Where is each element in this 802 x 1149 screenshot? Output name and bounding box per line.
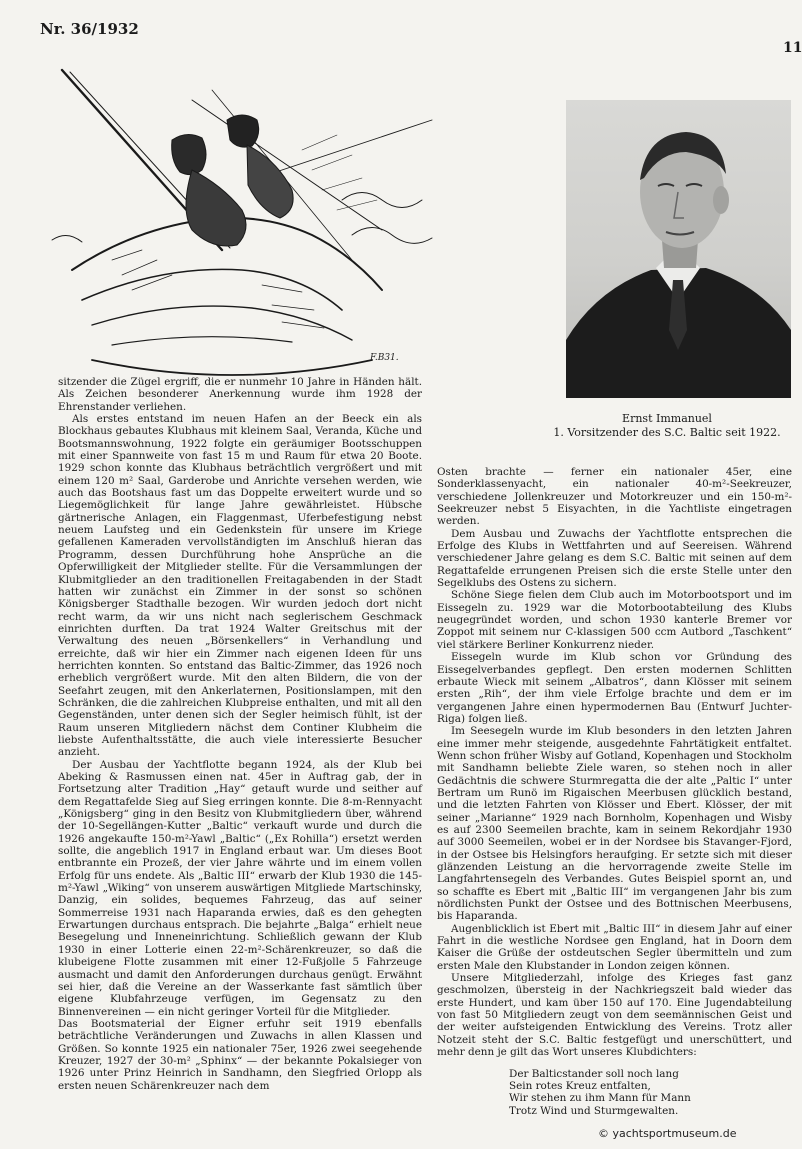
portrait-photo: [566, 100, 791, 398]
left-paragraph: sitzender die Zügel ergriff, die er nunmehr 10 Jahre in Händen hält. Als Zeichen besonderer Anerkennung wurde ihm 1928 der Ehrenstander verliehen.: [58, 376, 422, 413]
issue-number: Nr. 36/1932: [40, 20, 139, 38]
right-paragraph: Eissegeln wurde im Klub schon vor Gründung des Eissegelverbandes gepflegt. Den ersten modernen Schlitten erbaute Wieck mit seinem „Albatros“, dann Klösser mit seinem ersten „Rih“, der ihm viele Erfolge brachte und dem er im vergangenen Jahre einen hypermodernen Bau (Entwurf Juchter-Riga) folgen ließ.: [437, 651, 792, 725]
caption-name: Ernst Immanuel: [622, 412, 712, 425]
poem-line: Sein rotes Kreuz entfalten,: [509, 1079, 651, 1092]
right-paragraph: Unsere Mitgliederzahl, infolge des Krieges fast ganz geschmolzen, übersteig in der Nachkriegszeit bald wieder das erste Hundert, und kam über 150 auf 170. Eine Jugendabteilung von fast 50 Mitgliedern zeugt von dem seemännischen Geist und der weiter aufsteigenden Entwicklung des Vereins. Trotz aller Notzeit steht der S.C. Baltic festgefügt und unerschüttert, und mehr denn je gilt das Wort unseres Klubdichters:: [437, 972, 792, 1059]
club-poem: [437, 1068, 792, 1118]
right-column: [437, 466, 792, 1117]
copyright-watermark: © yachtsportmuseum.de: [598, 1127, 737, 1140]
right-paragraph: Osten brachte — ferner ein nationaler 45er, eine Sonderklassenyacht, ein nationaler 40-m²-Seekreuzer, verschiedene Jollenkreuzer und Motorkreuzer und ein 150-m²-Seekreuzer nebst 5 Eisyachten, in die Yachtliste eingetragen werden.: [437, 466, 792, 528]
artist-signature: F.B31.: [370, 353, 399, 363]
sailing-sketch-illustration: [52, 60, 442, 380]
caption-role: 1. Vorsitzender des S.C. Baltic seit 1922.: [553, 426, 781, 439]
page-number: 11: [783, 40, 802, 56]
right-paragraph: Schöne Siege fielen dem Club auch im Motorbootsport und im Eissegeln zu. 1929 war die Motorbootabteilung des Klubs neugegründet worden, und schon 1930 kanterle Bremer vor Zoppot mit seinem nur C-klassigen 500 ccm Autbord „Taschkent“ viel stärkere Berliner Konkurrenz nieder.: [437, 589, 792, 651]
right-paragraph: Dem Ausbau und Zuwachs der Yachtflotte entsprechen die Erfolge des Klubs in Wettfahrten und auf Seereisen. Während verschiedener Jahre gelang es dem S.C. Baltic mit seinen auf dem Regattafelde errungenen Preisen sich die erste Stelle unter den Segelklubs des Ostens zu sichern.: [437, 527, 792, 590]
right-paragraph: Augenblicklich ist Ebert mit „Baltic III“ in diesem Jahr auf einer Fahrt in die westliche Nordsee gen England, hat in Doorn dem Kaiser die Grüße der ostdeutschen Segler übermitteln und zum ersten Male den Klubstander in London zeigen können.: [437, 922, 792, 972]
poem-line: Wir stehen zu ihm Mann für Mann: [509, 1092, 691, 1105]
left-paragraph: Der Ausbau der Yachtflotte begann 1924, als der Klub bei Abeking & Rasmussen einen nat. 45er in Auftrag gab, der in Fortsetzung alter Tradition „Hay“ getauft wurde und seither auf dem Regattafelde Sieg auf Sieg erringen konnte. Die 8-m-Rennyacht „Königsberg“ ging in den Besitz von Klubmitgliedern über, während der 10-Segellängen-Kutter „Baltic“ verkauft wurde und durch die 1926 angekaufte 150-m²-Yawl „Baltic“ („Ex Rohilla“) ersetzt werden sollte, die angeblich 1917 in England erbaut war. Um dieses Boot entbrannte ein Prozeß, der vier Jahre währte und im einem vollen Erfolg für uns endete. Als „Baltic III“ erwarb der Klub 1930 die 145-m²-Yawl „Wiking“ von unserem auswärtigen Mitgliede Martschinsky, Danzig, ein solides, bequemes Fahrzeug, das auf seiner Sommerreise 1931 nach Haparanda erwies, daß es den gehegten Erwartungen durchaus entsprach. Die bejahrte „Balga“ erhielt neue Besegelung und Inneneinrichtung. Schließlich gewann der Klub 1930 in einer Lotterie einen 22-m²-Schärenkreuzer, so daß die klubeigene Flotte zusammen mit einer 12-Fußjolle 5 Fahrzeuge ausmacht und damit den Anforderungen durchaus genügt. Erwähnt sei hier, daß die Vereine an der Wasserkante fast sämtlich über eigene Klubfahrzeuge verfügen, im Gegensatz zu den Binnenvereinen — ein nicht geringer Vorteil für die Mitglieder.: [58, 758, 422, 1018]
poem-line: Trotz Wind und Sturmgewalten.: [509, 1104, 679, 1117]
left-column: [58, 376, 422, 1092]
right-paragraph: Im Seesegeln wurde im Klub besonders in den letzten Jahren eine immer mehr steigende, ausgedehnte Fahrtätigkeit entfaltet. Wenn schon früher Wisby auf Gotland, Kopenhagen und Stockholm mit Sandhamn beliebte Ziele waren, so stehen noch in aller Gedächtnis die schwere Sturmregatta die der alte „Paltic I“ unter Bertram um Runö im Rigaischen Meerbusen glücklich bestand, und die letzten Fahrten von Klösser und Ebert. Klösser, der mit seiner „Marianne“ 1929 nach Bornholm, Kopenhagen und Wisby es auf 2300 Seemeilen brachte, kam in seinem Rekordjahr 1930 auf 3000 Seemeilen, wobei er in der Nordsee bis Stavanger-Fjord, in der Ostsee bis Helsingfors heraufging. Er setzte sich mit dieser glänzenden Leistung an die hervorragende zweite Stelle im Langfahrtensegeln des Verbandes. Gutes Beispiel spornt an, und so schaffte es Ebert mit „Baltic III“ im vergangenen Jahr bis zum nördlichsten Punkt der Ostsee und des Bottnischen Meerbusens, bis Haparanda.: [437, 725, 792, 923]
portrait-caption: [536, 412, 798, 440]
left-paragraph: Als erstes entstand im neuen Hafen an der Beeck ein als Blockhaus gebautes Klubhaus mit kleinem Saal, Veranda, Küche und Bootsmannswohnung, 1922 folgte ein geräumiger Bootsschuppen mit einer Spannweite von fast 15 m und Raum für etwa 20 Boote. 1929 schon konnte das Klubhaus beträchtlich vergrößert und mit einem 120 m² Saal, Garderobe und Anrichte versehen werden, wie auch das Bootshaus fast um das Doppelte erweitert wurde und so Liegemöglichkeit für lange Jahre gewährleistet. Hübsche gärtnerische Anlagen, ein Flaggenmast, Uferbefestigung nebst neuem Laufsteg und ein Gedenkstein für unsere im Kriege gefallenen Kameraden vervollständigten im Anschluß hieran das Programm, dessen Durchführung hohe Ansprüche an die Opferwilligkeit der Mitglieder stellte. Für die Versammlungen der Klubmitglieder an den traditionellen Freitagabenden in der Stadt hatten wir zunächst ein Zimmer in der sonst so schönen Königsberger Stadthalle bezogen. Wir wurden jedoch dort nicht recht warm, da wir uns nicht nach seglerischem Geschmack einrichten durften. Da trat 1924 Walter Greitschus mit der Verwaltung des neuen „Börsenkellers“ in Verhandlung und erreichte, daß wir hier ein Zimmer nach eigenen Ideen für uns herrichten konnten. So entstand das Baltic-Zimmer, das 1926 noch erheblich vergrößert wurde. Mit den alten Bildern, die von der Seefahrt zeugen, mit den Ankerlaternen, Positionslampen, mit den Schränken, die die zahlreichen Klubpreise enthalten, und mit all den Gegenständen, unter denen sich der Segler heimisch fühlt, ist der Raum unseren Mitgliedern nächst dem Continer Klubheim die liebste Aufenthaltsstätte, die auch viele interessierte Besucher anzieht.: [58, 413, 422, 759]
poem-line: Der Balticstander soll noch lang: [509, 1067, 679, 1080]
left-paragraph: Das Bootsmaterial der Eigner erfuhr seit 1919 ebenfalls beträchtliche Veränderungen und Zuwachs in allen Klassen und Größen. So konnte 1925 ein nationaler 75er, 1926 zwei seegehende Kreuzer, 1927 der 30-m² „Sphinx“ — der bekannte Pokalsieger von 1926 unter Prinz Heinrich in Sandhamn, den Siegfried Orlopp als ersten neuen Schärenkreuzer nach dem: [58, 1017, 422, 1092]
